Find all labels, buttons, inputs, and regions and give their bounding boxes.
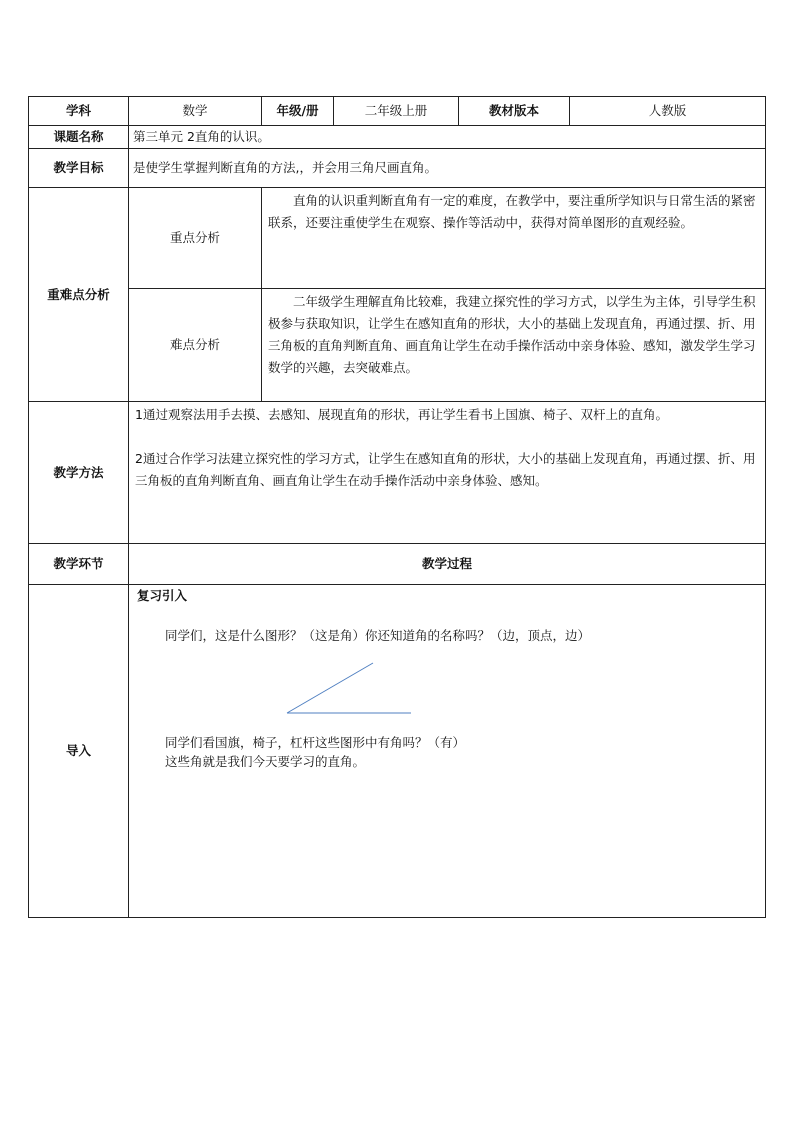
key-point-label: 重点分析	[129, 188, 262, 289]
intro-title: 复习引入	[137, 588, 188, 603]
grade-label: 年级/册	[262, 97, 334, 126]
difficulty-text: 二年级学生理解直角比较难，我建立探究性的学习方式，以学生为主体，引导学生积极参与获取知识，让学生在感知直角的形状，大小的基础上发现直角，再通过摆、折、用三角板的直角判断直角、画直角让学生在动手操作活动中亲身体验、感知，激发学生学习数学的兴趣，去突破难点。	[262, 289, 766, 402]
edition-label: 教材版本	[459, 97, 570, 126]
method-label: 教学方法	[29, 402, 129, 544]
topic-row	[29, 126, 766, 149]
lesson-plan-table	[28, 96, 766, 918]
intro-line-1: 同学们，这是什么图形？（这是角）你还知道角的名称吗？（边，顶点，边）	[165, 628, 591, 643]
goal-value: 是使学生掌握判断直角的方法,，并会用三角尺画直角。	[129, 149, 766, 188]
process-header-row	[29, 544, 766, 585]
difficulty-row	[29, 289, 766, 402]
header-row	[29, 97, 766, 126]
grade-value: 二年级上册	[334, 97, 459, 126]
subject-label: 学科	[29, 97, 129, 126]
method-item-2: 2通过合作学习法建立探究性的学习方式，让学生在感知直角的形状，大小的基础上发现直角，再通过摆、折、用三角板的直角判断直角、画直角让学生在动手操作活动中亲身体验、感知。	[135, 451, 756, 488]
intro-line-3: 这些角就是我们今天要学习的直角。	[165, 754, 366, 769]
topic-label: 课题名称	[29, 126, 129, 149]
angle-figure	[277, 653, 417, 723]
angle-ray-upper	[287, 663, 373, 713]
intro-label: 导入	[29, 585, 129, 918]
key-point-row	[29, 188, 766, 289]
method-item-1: 1通过观察法用手去摸、去感知、展现直角的形状，再让学生看书上国旗、椅子、双杆上的直角。	[135, 407, 668, 422]
intro-content	[129, 585, 766, 918]
difficulty-label: 难点分析	[129, 289, 262, 402]
method-row	[29, 402, 766, 544]
intro-line-2: 同学们看国旗，椅子，杠杆这些图形中有角吗？（有）	[165, 735, 466, 750]
topic-value: 第三单元 2直角的认识。	[129, 126, 766, 149]
method-content	[129, 402, 766, 544]
analysis-label: 重难点分析	[29, 188, 129, 402]
process-stage-label: 教学环节	[29, 544, 129, 585]
intro-row	[29, 585, 766, 918]
key-point-text: 直角的认识重判断直角有一定的难度，在教学中，要注重所学知识与日常生活的紧密联系，还要注重使学生在观察、操作等活动中，获得对简单图形的直观经验。	[262, 188, 766, 289]
process-label: 教学过程	[129, 544, 766, 585]
goal-label: 教学目标	[29, 149, 129, 188]
subject-value: 数学	[129, 97, 262, 126]
edition-value: 人教版	[570, 97, 766, 126]
goal-row	[29, 149, 766, 188]
